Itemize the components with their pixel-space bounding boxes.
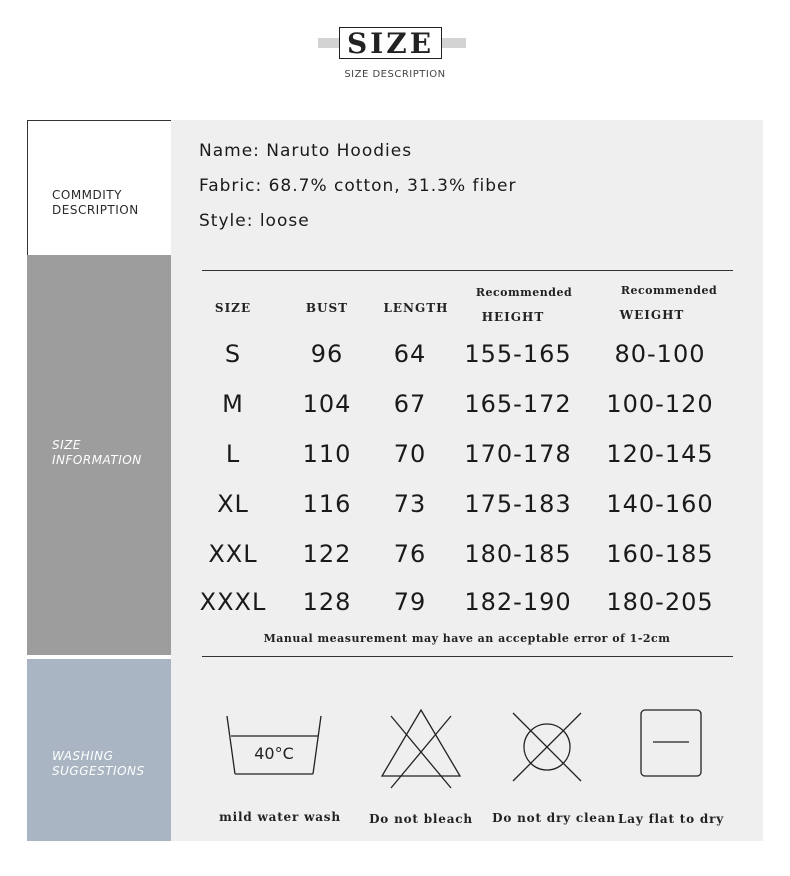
size-info-label: SIZE INFORMATION [52, 438, 142, 467]
cell-length: 67 [393, 390, 427, 418]
cell-bust: 96 [310, 340, 344, 368]
cell-weight: 180-205 [606, 588, 714, 616]
washing-section-label-block [27, 659, 171, 841]
cell-size: XL [217, 490, 249, 518]
cell-weight: 120-145 [606, 440, 714, 468]
cell-height: 155-165 [464, 340, 572, 368]
header-height-top: Recommended [475, 286, 573, 299]
header-length: LENGTH [383, 301, 449, 315]
cell-bust: 128 [302, 588, 352, 616]
cell-bust: 110 [302, 440, 352, 468]
wash-label-mild: mild water wash [219, 810, 341, 824]
cell-size: M [222, 390, 244, 418]
cell-length: 70 [393, 440, 427, 468]
washing-label: WASHING SUGGESTIONS [52, 749, 145, 778]
wash-temperature: 40°C [254, 744, 294, 763]
commodity-section-label-block [27, 120, 171, 255]
commodity-label: COMMDITY DESCRIPTION [52, 188, 139, 217]
lay-flat-dry-icon [639, 708, 703, 778]
no-bleach-icon [379, 708, 463, 790]
size-section-label-block [27, 255, 171, 655]
cell-size: XXXL [199, 588, 267, 616]
no-dry-clean-icon [511, 711, 583, 783]
product-name: Name: Naruto Hoodies [199, 141, 413, 161]
cell-weight: 80-100 [614, 340, 706, 368]
cell-bust: 116 [302, 490, 352, 518]
wash-label-lay-flat: Lay flat to dry [618, 812, 724, 826]
table-top-rule [202, 270, 733, 271]
details-panel [171, 120, 763, 841]
cell-bust: 104 [302, 390, 352, 418]
measurement-note: Manual measurement may have an acceptable error of 1-2cm [263, 632, 671, 645]
page-subtitle: SIZE DESCRIPTION [344, 69, 446, 80]
wash-label-no-dry-clean: Do not dry clean [492, 811, 616, 825]
cell-length: 76 [393, 540, 427, 568]
table-bottom-rule [202, 656, 733, 657]
header-size: SIZE [214, 301, 252, 315]
cell-weight: 160-185 [606, 540, 714, 568]
cell-height: 182-190 [464, 588, 572, 616]
cell-size: S [224, 340, 242, 368]
cell-weight: 140-160 [606, 490, 714, 518]
wash-label-no-bleach: Do not bleach [369, 812, 473, 826]
product-style: Style: loose [199, 211, 310, 231]
cell-length: 79 [393, 588, 427, 616]
product-fabric: Fabric: 68.7% cotton, 31.3% fiber [199, 176, 517, 196]
cell-bust: 122 [302, 540, 352, 568]
cell-weight: 100-120 [606, 390, 714, 418]
cell-height: 175-183 [464, 490, 572, 518]
cell-height: 170-178 [464, 440, 572, 468]
page-title: SIZE [339, 27, 442, 59]
header-height-bottom: HEIGHT [481, 310, 545, 324]
cell-size: XXL [208, 540, 258, 568]
header-weight-top: Recommended [620, 284, 718, 297]
cell-height: 165-172 [464, 390, 572, 418]
cell-length: 73 [393, 490, 427, 518]
cell-height: 180-185 [464, 540, 572, 568]
header-bust: BUST [305, 301, 349, 315]
cell-length: 64 [393, 340, 427, 368]
cell-size: L [225, 440, 241, 468]
header-weight-bottom: WEIGHT [619, 308, 685, 322]
